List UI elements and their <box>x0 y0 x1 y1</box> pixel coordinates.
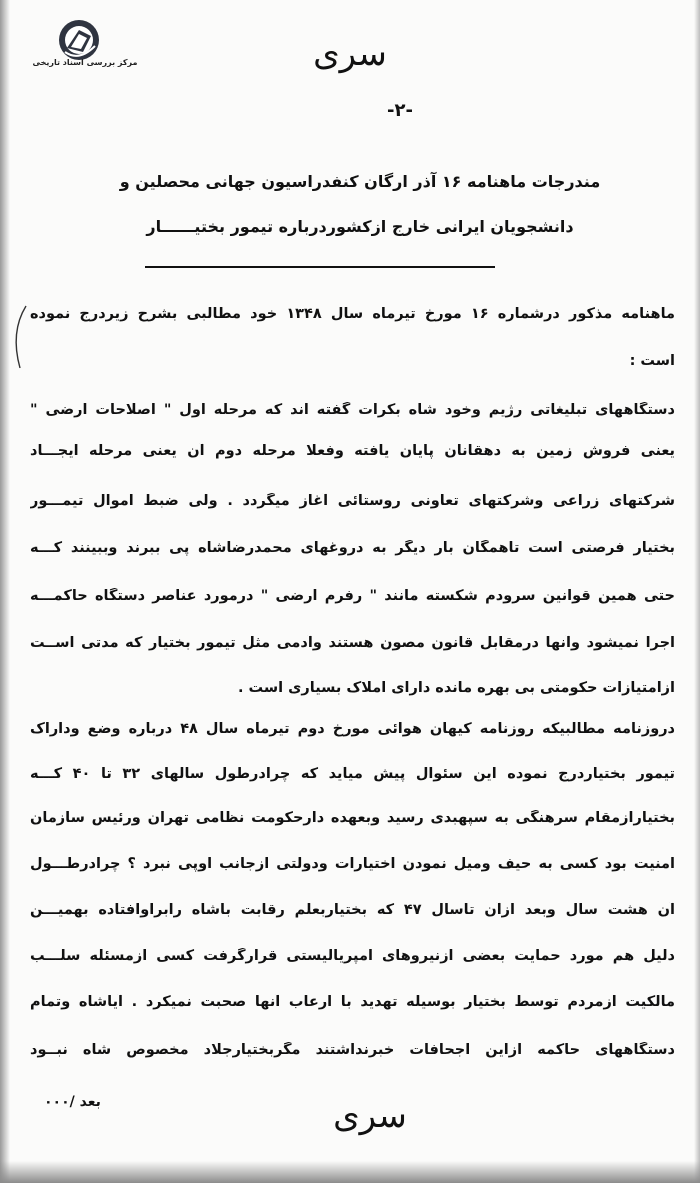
classification-bottom: سری <box>333 1096 407 1136</box>
body-line: ازامتیازات حکومتی بی بهره مانده دارای املاک بسیاری است . <box>237 680 675 696</box>
body-line: بختیارازمقام سرهنگی به سپهبدی رسید وبعهده دارحکومت نظامی تهران ورئیس سازمان <box>30 810 675 826</box>
body-line: اجرا نمیشود وآنها درمقابل قانون مصون هستند وآدمی مثل تیمور بختیار که مدتی اســت <box>30 635 675 651</box>
scan-right-edge <box>694 0 700 1183</box>
body-line: شرکتهای زراعی وشرکتهای تعاونی روستائی آغاز میگردد . ولی ضبط اموال تیمـــور <box>30 493 675 509</box>
body-line: دستگاههای تبلیغاتی رژیم وخود شاه بکرات گفته اند که مرحله اول " اصلاحات ارضی " <box>30 402 675 418</box>
archive-logo <box>30 18 140 74</box>
body-line: دلیل هم مورد حمایت بعضی ازنیروهای امپریالیستی قرارگرفت کسی ازمسئله سلـــب <box>30 948 675 964</box>
scan-left-edge <box>0 0 10 1183</box>
classification-top: سری <box>313 34 387 74</box>
document-title-line-2: دانشجویان ایرانی خارج ازکشوردرباره تیمور بختیــــــار <box>146 217 574 236</box>
body-line: آن هشت سال وبعد ازآن تاسال ۴۷ که بختیاربعلم رقابت باشاه رابراوافتاده بهمیـــن <box>30 902 675 918</box>
body-line: یعنی فروش زمین به دهقانان پایان یافته وفعلا مرحله دوم آن یعنی مرحله ایجـــاد <box>30 443 675 459</box>
archive-logo-icon <box>57 18 101 62</box>
page-number: -۲- <box>387 100 413 121</box>
body-line: دروزنامه مطالبیکه روزنامه کیهان هوائی مورخ دوم تیرماه سال ۴۸ درباره وضع وداراک <box>30 721 675 737</box>
body-line: مالکیت ازمردم توسط بختیار بوسیله تهدید با ارعاب آنها صحبت نمیکرد . آیاشاه وتمام <box>30 994 675 1010</box>
body-line: امنیت بود کسی به حیف ومیل نمودن اختیارات ودولتی ازجانب اوپی نبرد ؟ چرادرطـــول <box>30 856 675 872</box>
title-underline <box>145 266 495 268</box>
body-line: ماهنامه مذکور درشماره ۱۶ مورخ تیرماه سال ۱۳۴۸ خود مطالبی بشرح زیردرج نموده <box>30 306 675 322</box>
archive-logo-caption: مرکز بررسی اسناد تاریخی <box>32 58 138 67</box>
body-line: دستگاههای حاکمه ازاین اجحافات خبرنداشتند مگربختیارجلاد مخصوص شاه نبــود <box>30 1042 675 1058</box>
body-line: بختیار فرصتی است تاهمگان بار دیگر به دروغهای محمدرضاشاه پی ببرند وببینند کـــه <box>30 540 675 556</box>
scan-bottom-edge <box>0 1161 700 1183</box>
body-line: است : <box>629 353 675 369</box>
body-line: حتی همین قوانین سرودم شکسته مانند " رفرم ارضی " درمورد عناصر دستگاه حاکمـــه <box>30 588 675 604</box>
document-title-line-1: مندرجات ماهنامه ۱۶ آذر ارگان کنفدراسیون جهانی محصلین و <box>119 172 601 191</box>
continuation-note: بعد /۰۰۰ <box>44 1094 101 1110</box>
body-line: تیمور بختیاردرج نموده این سئوال پیش میآید که چرادرطول سالهای ۳۲ تا ۴۰ کـــه <box>30 766 675 782</box>
margin-bracket-mark <box>6 302 30 372</box>
